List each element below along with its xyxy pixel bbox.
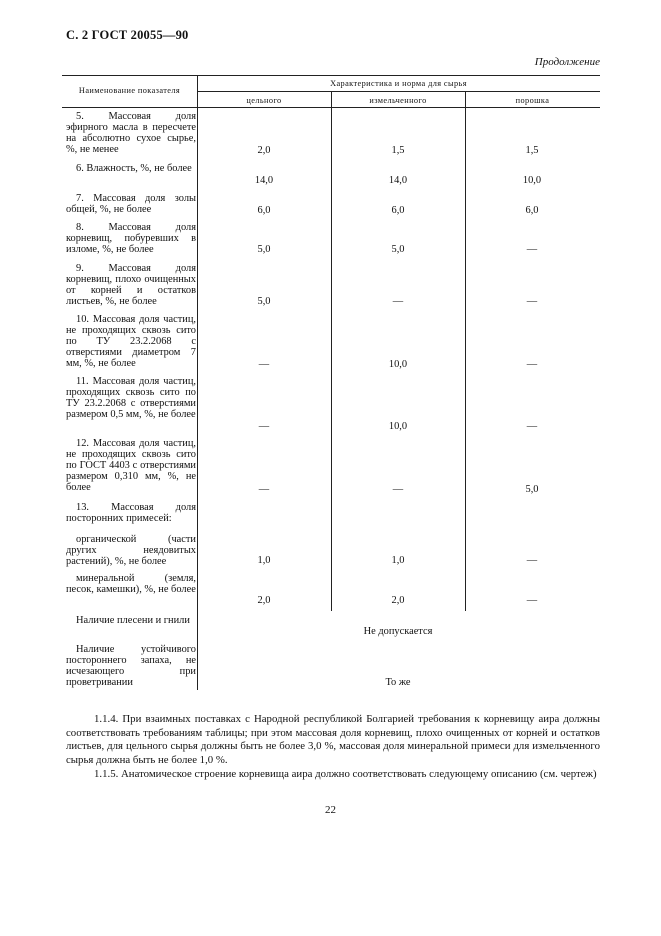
continuation-label: Продолжение [534, 56, 600, 68]
page-number: 22 [325, 804, 336, 816]
cell-powder: 1,5 [525, 145, 539, 156]
cell-crushed: 10,0 [388, 359, 408, 370]
column-group-header: Характеристика и норма для сырья [330, 79, 467, 88]
subheader-powder: порошка [515, 96, 550, 105]
cell-whole: — [258, 484, 270, 495]
table-col-divider-1 [197, 75, 198, 690]
row-name: органической (части других неядовитых растений), %, не более [66, 534, 196, 567]
cell-powder: 5,0 [525, 484, 539, 495]
paragraph-1-1-5: 1.1.5. Анатомическое строение корневища аира должно соответствовать следующему описанию (см. чертеж) [94, 768, 597, 780]
cell-whole: 1,0 [257, 555, 271, 566]
subheader-crushed: измельченного [369, 96, 427, 105]
cell-merged: Не допускается [363, 626, 433, 637]
cell-powder: — [526, 555, 538, 566]
row-name: минеральной (земля, песок, камешки), %, не более [66, 573, 196, 595]
cell-crushed: 1,5 [391, 145, 405, 156]
row-name: 8. Массовая доля корневищ, побуревших в изломе, %, не более [66, 222, 196, 255]
cell-powder: — [526, 595, 538, 606]
row-name: 9. Массовая доля корневищ, плохо очищенных от корней и остатков листьев, %, не более [66, 263, 196, 307]
cell-whole: — [258, 421, 270, 432]
cell-crushed: 1,0 [391, 555, 405, 566]
page-header: С. 2 ГОСТ 20055—90 [66, 28, 189, 42]
cell-whole: — [258, 359, 270, 370]
cell-merged: То же [385, 677, 411, 688]
row-name: 12. Массовая доля частиц, не проходящих сквозь сито по ГОСТ 4403 с отверстиями размером 0,310 мм, %, не более [66, 438, 196, 493]
cell-crushed: 6,0 [391, 205, 405, 216]
subheader-whole: цельного [246, 96, 282, 105]
cell-crushed: 14,0 [388, 175, 408, 186]
cell-powder: — [526, 244, 538, 255]
table-col-divider-3 [465, 91, 466, 611]
cell-crushed: 5,0 [391, 244, 405, 255]
table-top-rule [62, 75, 600, 76]
table-subheader-rule [197, 91, 600, 92]
cell-powder: 6,0 [525, 205, 539, 216]
row-name: 11. Массовая доля частиц, проходящих сквозь сито по ТУ 23.2.2068 с отверстиями размером 0,5 мм, %, не более [66, 376, 196, 420]
cell-powder: — [526, 421, 538, 432]
cell-crushed: 2,0 [391, 595, 405, 606]
table-col-divider-2 [331, 91, 332, 611]
cell-whole: 14,0 [254, 175, 274, 186]
cell-whole: 6,0 [257, 205, 271, 216]
cell-whole: 2,0 [257, 145, 271, 156]
cell-powder: 10,0 [522, 175, 542, 186]
cell-powder: — [526, 359, 538, 370]
cell-whole: 2,0 [257, 595, 271, 606]
cell-whole: 5,0 [257, 296, 271, 307]
cell-crushed: 10,0 [388, 421, 408, 432]
column-header-name: Наименование показателя [78, 86, 181, 95]
cell-crushed: — [392, 484, 404, 495]
row-name: 6. Влажность, %, не более [76, 163, 192, 174]
cell-crushed: — [392, 296, 404, 307]
row-name: 13. Массовая доля посторонних примесей: [66, 502, 196, 524]
row-name: Наличие устойчивого постороннего запаха, не исчезающего при проветривании [66, 644, 196, 688]
row-name: 10. Массовая доля частиц, не проходящих сквозь сито по ТУ 23.2.2068 с отверстиями диаметром 7 мм, %, не более [66, 314, 196, 369]
cell-whole: 5,0 [257, 244, 271, 255]
row-name: 5. Массовая доля эфирного масла в пересчете на абсолютно сухое сырье, %, не менее [66, 111, 196, 155]
row-name: 7. Массовая доля золы общей, %, не более [66, 193, 196, 215]
cell-powder: — [526, 296, 538, 307]
paragraph-1-1-4: 1.1.4. При взаимных поставках с Народной республикой Болгарией требования к корневищу аира должны соответствовать требованиям таблицы; при этом массовая доля корневищ, плохо очищенных от корней и остатков листьев, для цельного сырья должны быть не более 3,0 %, массовая доля минеральной примеси для измельченного сырья должна быть не более 1,0 %. [66, 713, 600, 766]
row-name: Наличие плесени и гнили [76, 615, 190, 626]
